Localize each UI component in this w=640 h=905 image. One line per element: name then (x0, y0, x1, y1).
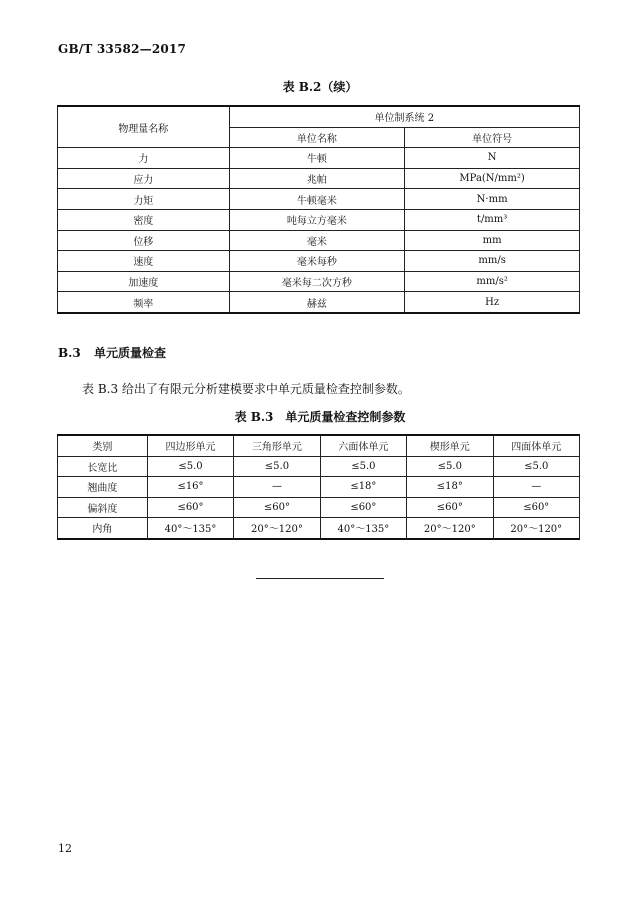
table-row (58, 518, 580, 539)
table-b2-caption: 表 B.2（续） (282, 80, 358, 94)
table-cell: ≤60° (147, 497, 233, 518)
table-header-cell: 四面体单元 (493, 435, 579, 456)
table-row (58, 148, 580, 169)
table-cell: ≤5.0 (320, 456, 406, 477)
table-cell: 吨每立方毫米 (229, 209, 405, 230)
table-cell: ≤60° (493, 497, 579, 518)
section-number: B.3 (58, 346, 81, 360)
table-cell: 20°～120° (234, 518, 320, 539)
table-cell: 40°～135° (147, 518, 233, 539)
table-cell: 翘曲度 (58, 477, 148, 498)
table-cell: 力矩 (58, 189, 230, 210)
table-cell: 密度 (58, 209, 230, 230)
body-paragraph: 表 B.3 给出了有限元分析建模要求中单元质量检查控制参数。 (82, 382, 410, 396)
table-cell: 毫米 (229, 230, 405, 251)
table-cell: Hz (405, 292, 580, 313)
element-quality-table (57, 434, 580, 540)
table-row (58, 477, 580, 498)
table-cell: t/mm³ (405, 209, 580, 230)
table-cell: mm/s (405, 251, 580, 272)
unit-symbol-header: 单位符号 (405, 127, 580, 148)
table-cell: ≤60° (234, 497, 320, 518)
page-number: 12 (58, 842, 72, 855)
table-cell: N·mm (405, 189, 580, 210)
end-rule-divider (256, 578, 384, 579)
table-cell: ≤5.0 (234, 456, 320, 477)
table-cell: N (405, 148, 580, 169)
table-cell: 频率 (58, 292, 230, 313)
table-header-cell: 三角形单元 (234, 435, 320, 456)
table-cell: ≤18° (407, 477, 493, 498)
table-cell: ≤60° (407, 497, 493, 518)
table-cell: 毫米每秒 (229, 251, 405, 272)
table-b3-caption: 表 B.3 单元质量检查控制参数 (234, 410, 406, 424)
table-cell: ≤60° (320, 497, 406, 518)
table-cell: 偏斜度 (58, 497, 148, 518)
table-row (58, 271, 580, 292)
table-cell: 应力 (58, 168, 230, 189)
table-cell: 位移 (58, 230, 230, 251)
table-cell: 牛顿 (229, 148, 405, 169)
table-cell: 速度 (58, 251, 230, 272)
table-cell: 毫米每二次方秒 (229, 271, 405, 292)
table-header-cell: 六面体单元 (320, 435, 406, 456)
table-cell: 加速度 (58, 271, 230, 292)
table-cell: MPa(N/mm²) (405, 168, 580, 189)
unit-system-table (57, 105, 580, 314)
unit-system-group-header: 单位制系统 2 (229, 106, 579, 127)
table-cell: 20°～120° (493, 518, 579, 539)
section-heading (58, 344, 166, 361)
table-cell: mm/s² (405, 271, 580, 292)
table-cell: 兆帕 (229, 168, 405, 189)
table-header-row (58, 435, 580, 456)
table-row (58, 189, 580, 210)
quantity-name-header: 物理量名称 (58, 106, 230, 148)
table-cell: ≤5.0 (407, 456, 493, 477)
table-row (58, 209, 580, 230)
table-cell: 赫兹 (229, 292, 405, 313)
table-row (58, 497, 580, 518)
unit-name-header: 单位名称 (229, 127, 405, 148)
table-row (58, 168, 580, 189)
table-cell: — (493, 477, 579, 498)
table-cell: 长宽比 (58, 456, 148, 477)
table-cell: 20°～120° (407, 518, 493, 539)
table-cell: ≤5.0 (493, 456, 579, 477)
table-cell: ≤5.0 (147, 456, 233, 477)
table-cell: ≤16° (147, 477, 233, 498)
table-header-cell: 四边形单元 (147, 435, 233, 456)
table-row (58, 292, 580, 313)
table-header-row (58, 106, 580, 127)
table-cell: 内角 (58, 518, 148, 539)
standard-number-header: GB/T 33582—2017 (58, 42, 187, 56)
table-row (58, 456, 580, 477)
table-cell: — (234, 477, 320, 498)
table-cell: 牛顿毫米 (229, 189, 405, 210)
table-row (58, 230, 580, 251)
table-cell: 40°～135° (320, 518, 406, 539)
table-header-cell: 类别 (58, 435, 148, 456)
table-header-cell: 楔形单元 (407, 435, 493, 456)
table-cell: ≤18° (320, 477, 406, 498)
table-cell: mm (405, 230, 580, 251)
table-cell: 力 (58, 148, 230, 169)
section-title: 单元质量检查 (94, 346, 167, 360)
table-row (58, 251, 580, 272)
